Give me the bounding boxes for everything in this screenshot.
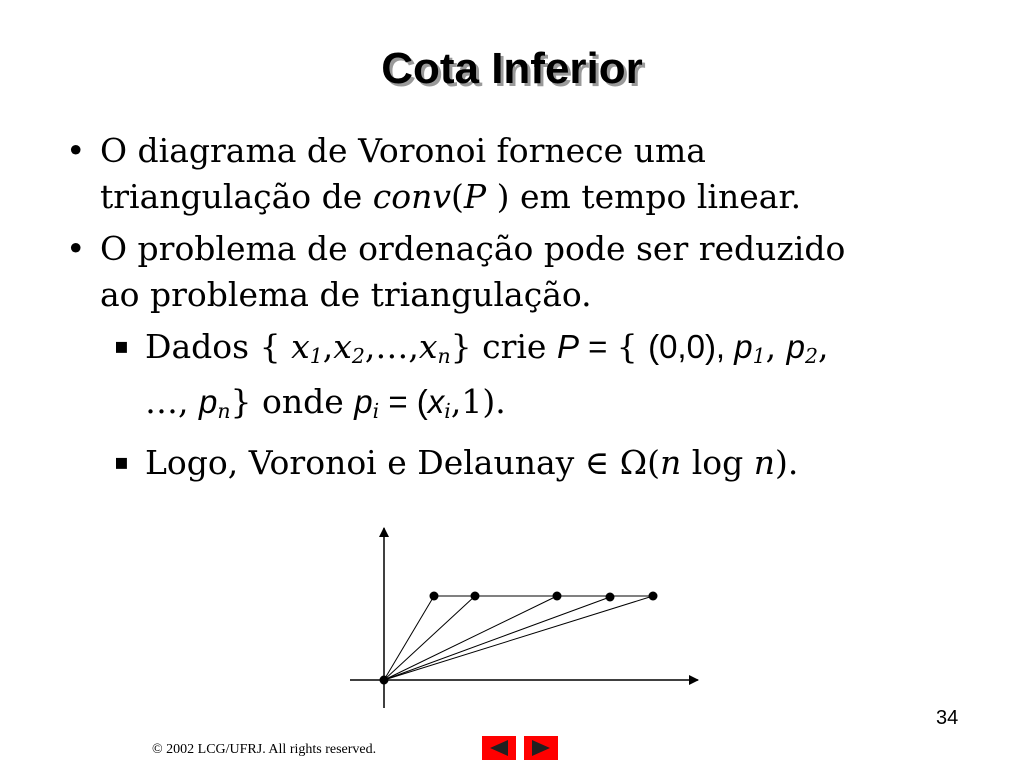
math-p-set: P (556, 328, 579, 365)
point (430, 592, 439, 601)
math-sep: , (818, 327, 829, 366)
sub-bullet-dados (66, 324, 986, 434)
math-x: x (427, 383, 445, 421)
bullet-text: em tempo linear. (509, 177, 802, 216)
math-x: x (418, 327, 438, 366)
math-brace: } (230, 382, 252, 422)
bullet-text: O diagrama de Voronoi fornece uma (100, 131, 706, 170)
math-paren: ) (486, 177, 510, 216)
math-p: p (786, 328, 805, 365)
bullet-text: O problema de ordenação pode ser reduzido (100, 229, 846, 268)
bullet-marker: • (66, 131, 86, 170)
math-subscript: n (217, 399, 231, 424)
previous-slide-button[interactable] (482, 736, 516, 760)
bullet-text: crie (471, 327, 557, 366)
triangle-right-icon (524, 736, 558, 760)
math-p: p (354, 383, 373, 421)
bullet-text: triangulação de (100, 177, 373, 216)
sub-bullet-logo (66, 440, 986, 486)
bullet-item-voronoi (66, 128, 986, 220)
math-x: x (291, 327, 310, 366)
point (553, 592, 562, 601)
math-eq: = ( (379, 383, 428, 421)
math-paren: ( (451, 177, 464, 216)
bullet-marker: • (66, 229, 86, 268)
element-of-symbol: ∈ (584, 443, 610, 483)
edge (384, 596, 475, 680)
bullet-text: onde (251, 382, 355, 422)
math-brace: { (616, 327, 649, 366)
math-tail: ). (775, 443, 799, 483)
next-slide-button[interactable] (524, 736, 558, 760)
triangle-left-icon (482, 736, 516, 760)
square-bullet-marker: ▪ (114, 450, 129, 476)
math-n: n (753, 443, 776, 483)
math-eq: = (578, 328, 617, 365)
bullet-text: Dados (145, 327, 260, 366)
math-sep: ,…, (364, 327, 419, 366)
math-brace: { (259, 327, 281, 366)
math-origin: (0,0), (648, 328, 735, 365)
math-p: p (198, 383, 218, 421)
bullet-list (66, 128, 986, 486)
slide-title: Cota Inferior (381, 44, 643, 93)
triangulation-edges (384, 596, 653, 680)
page-number: 34 (936, 707, 959, 729)
math-subscript: 1 (752, 344, 766, 369)
point-origin (380, 676, 389, 685)
math-n: n (659, 443, 682, 483)
copyright-footer: © 2002 LCG/UFRJ. All rights reserved. (152, 742, 377, 757)
math-sep: , (322, 327, 334, 366)
math-tail: ,1). (450, 382, 506, 422)
math-subscript: 1 (309, 344, 323, 369)
edge (384, 597, 610, 680)
math-subscript: i (372, 399, 380, 424)
square-bullet-marker: ▪ (114, 334, 129, 359)
omega-symbol: Ω( (609, 443, 660, 483)
edge (384, 596, 653, 680)
point (471, 592, 480, 601)
edge (384, 596, 557, 680)
math-subscript: 2 (805, 344, 819, 369)
math-log: log (681, 443, 754, 483)
math-p: p (734, 328, 753, 365)
bullet-text: ao problema de triangulação. (100, 275, 592, 314)
math-sep: , (765, 327, 787, 366)
math-subscript: n (437, 344, 451, 369)
triangulation-diagram (340, 520, 720, 716)
math-subscript: i (444, 399, 451, 424)
math-subscript: 2 (351, 344, 365, 369)
math-conv: conv (372, 177, 452, 216)
bullet-item-ordering (66, 226, 986, 318)
math-ellipsis: …, (145, 382, 199, 422)
math-x: x (333, 327, 352, 366)
math-p-set: P (463, 177, 487, 216)
point (649, 592, 658, 601)
bullet-text: Logo, Voronoi e Delaunay (145, 443, 585, 483)
point (606, 593, 615, 602)
math-brace: } (450, 327, 472, 366)
